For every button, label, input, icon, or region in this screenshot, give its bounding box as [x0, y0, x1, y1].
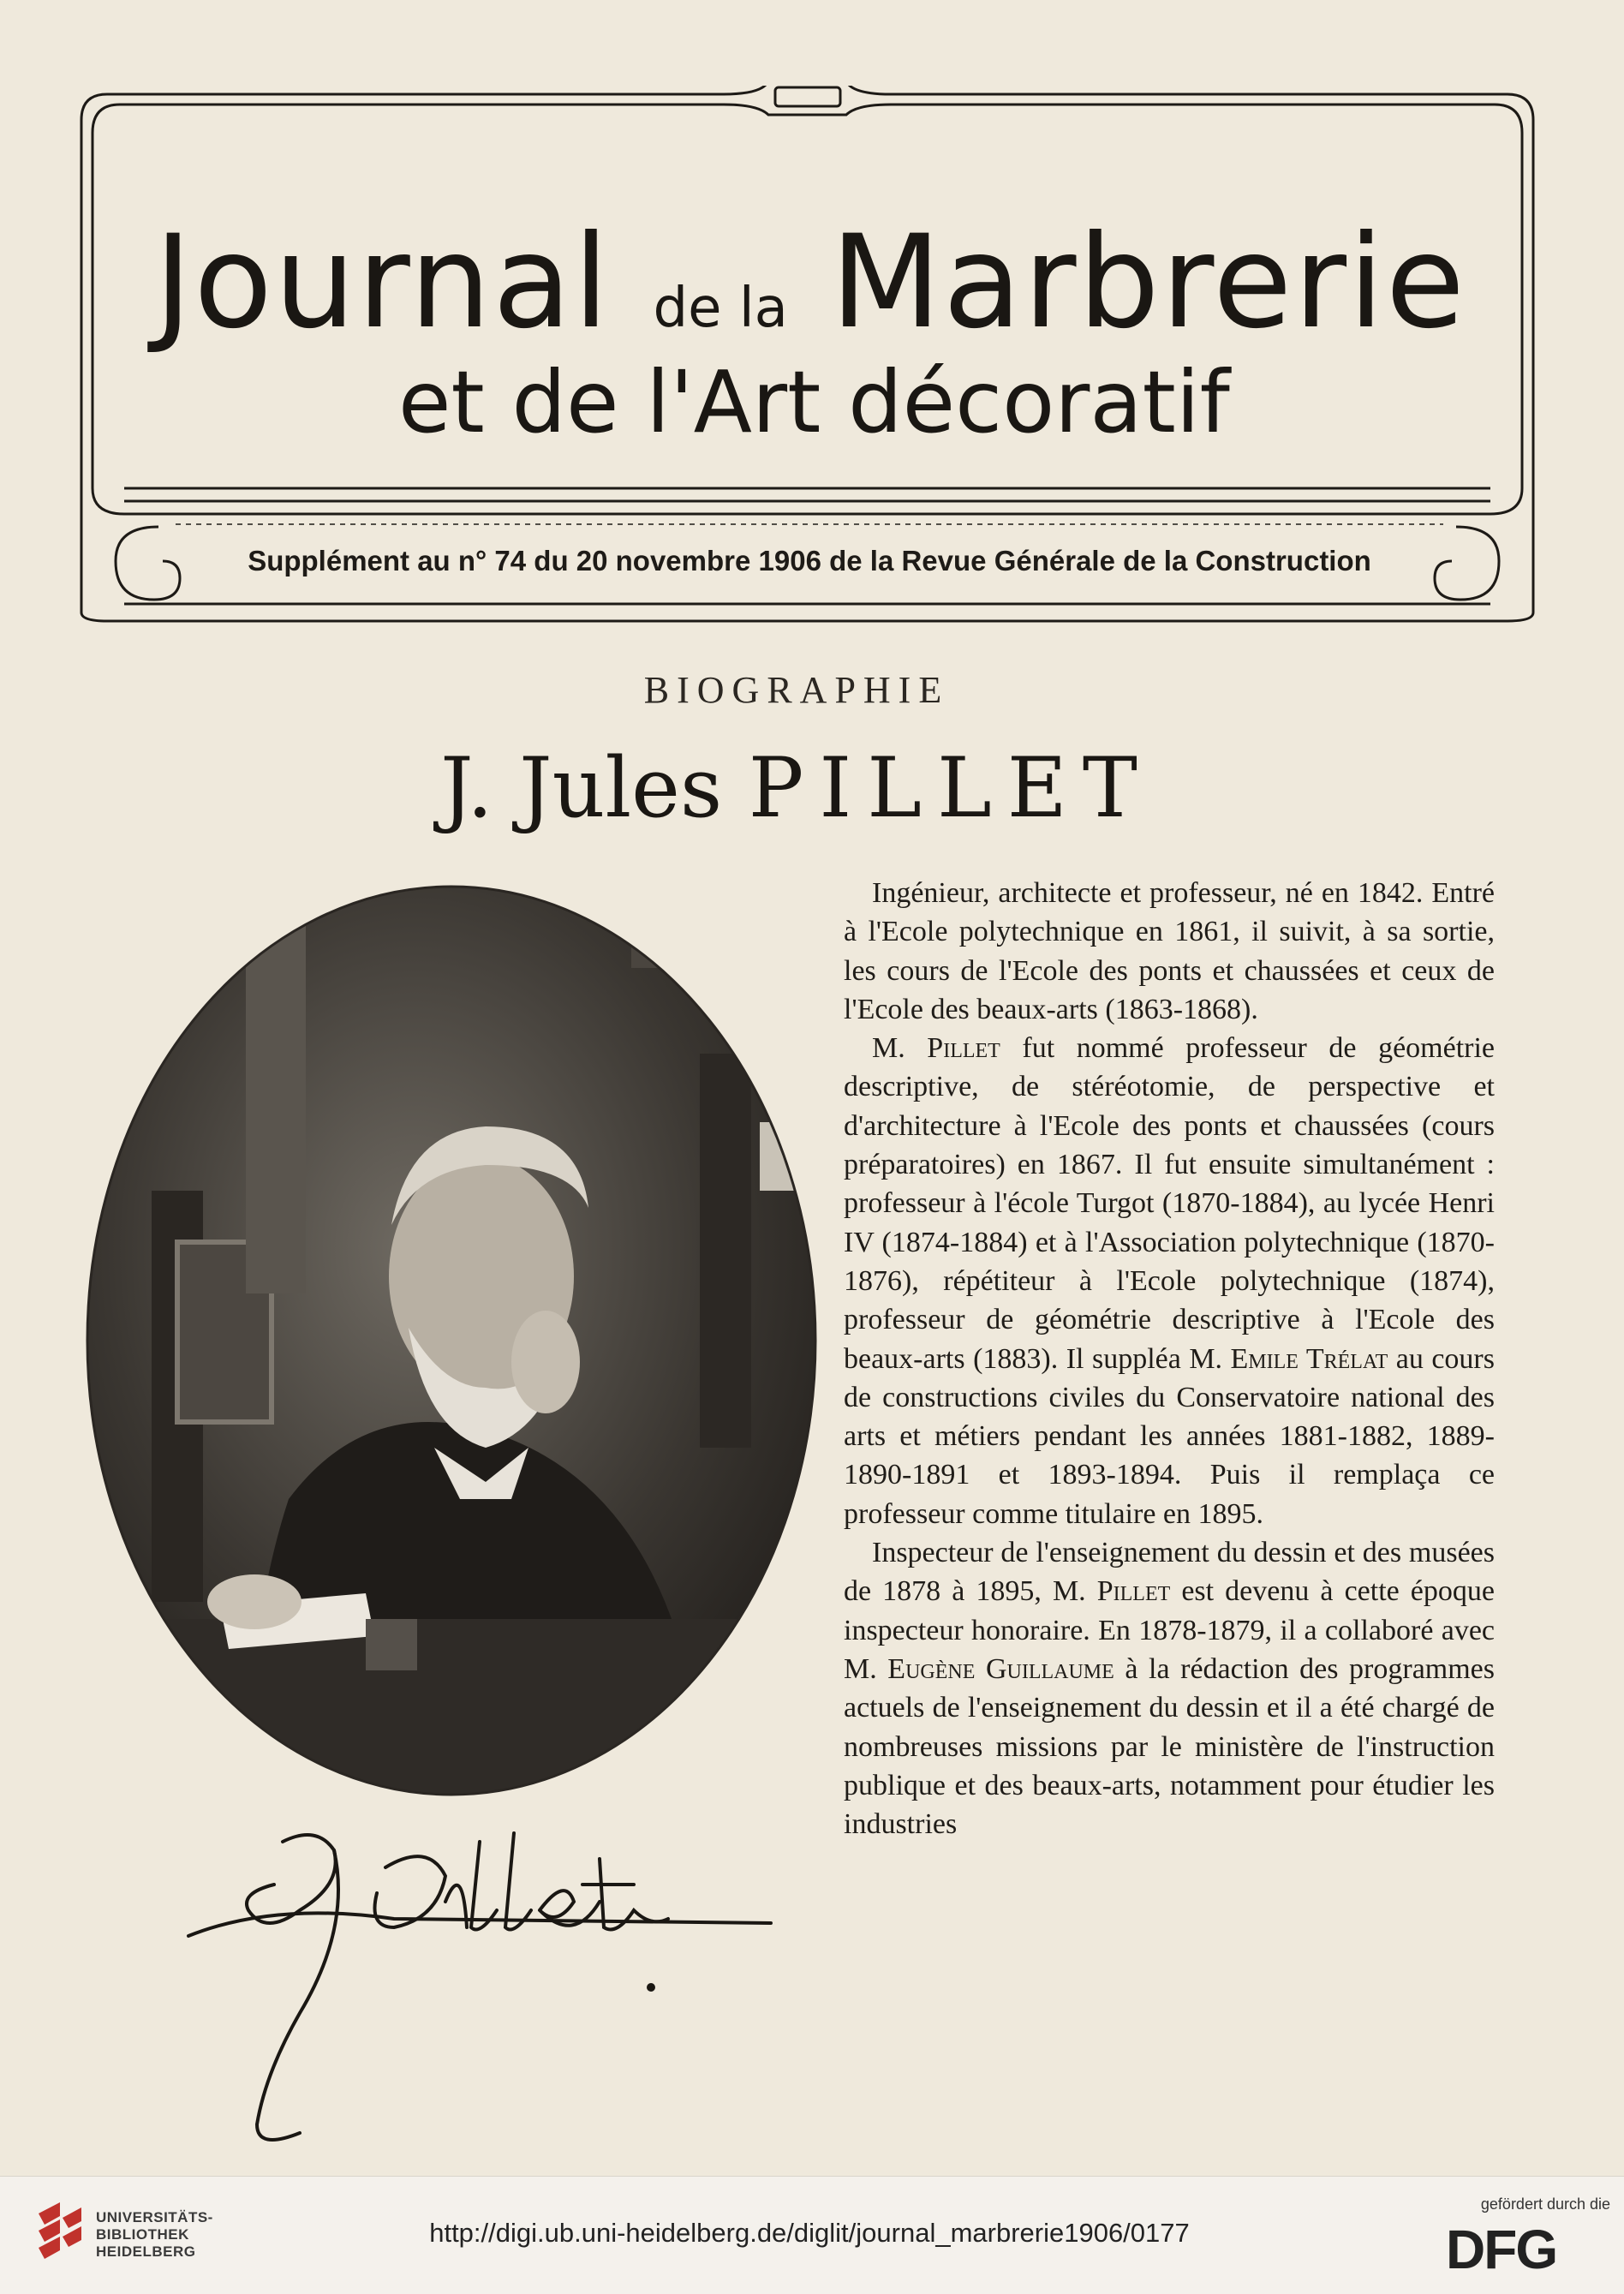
p2-name-trelat: Emile Trélat: [1230, 1342, 1388, 1375]
paragraph-3: [844, 1533, 1495, 1843]
viewer-footer: [0, 2176, 1624, 2294]
title-journal: Journal: [154, 208, 611, 357]
p2-text-c: au cours de constructions civiles du Conservatoire national des arts et métiers pendant les années 1881-1882, 1889-1890-1891 et 1893-1894. Puis il remplaça ce professeur comme titulaire en 1895.: [844, 1342, 1495, 1530]
p3-text-c: à la rédaction des programmes actuels de l'enseignement du dessin et il a été chargé de nombreuses missions par le ministère de l'instruction publique et des beaux-arts, notamment pour étudier les industries: [844, 1652, 1496, 1841]
handwritten-signature: [171, 1807, 788, 2167]
section-heading: BIOGRAPHIE: [643, 669, 950, 711]
portrait-image: [83, 882, 820, 1799]
library-logo-icon: [34, 2201, 86, 2269]
library-name: [96, 2209, 213, 2261]
permalink-url[interactable]: http://digi.ub.uni-heidelberg.de/diglit/journal_marbrerie1906/0177: [429, 2218, 1190, 2248]
paragraph-1: Ingénieur, architecte et professeur, né en 1842. Entré à l'Ecole polytechnique en 1861, il suivit, à sa sortie, les cours de l'Ecole des ponts et chaussées et ceux de l'Ecole des beaux-arts (1863-1868).: [844, 877, 1495, 1025]
surname: PILLET: [748, 740, 1153, 836]
title-marbrerie: Marbrerie: [830, 208, 1467, 357]
supplement-line: Supplément au n° 74 du 20 novembre 1906 de la Revue Générale de la Construction: [248, 545, 1371, 576]
p2-name-pillet: Pillet: [927, 1032, 1000, 1065]
journal-subtitle: et de l'Art décoratif: [398, 352, 1230, 452]
p2-text-a: M.: [872, 1032, 928, 1065]
p2-text-b: fut nommé professeur de géométrie descriptive, de stéréotomie, de perspective et d'architecture à l'Ecole des ponts et chaussées (cours préparatoires) en 1867. Il fut ensuite simultanément : professeur à l'école Turgot (1870-1884), au lycée Henri IV (1874-1884) et à l'Association polytechnique (1870-1876), répétiteur à l'Ecole polytechnique (1874), professeur de géométrie descriptive à l'Ecole des beaux-arts (1883). Il suppléa M.: [844, 1032, 1496, 1375]
person-name: [325, 737, 1268, 839]
paragraph-2: [844, 1029, 1495, 1533]
library-line-3: HEIDELBERG: [96, 2243, 196, 2260]
signature-drawing: [171, 1807, 788, 2167]
p3-text-b: est devenu à cette époque inspecteur honoraire. En 1878-1879, il a collaboré avec M.: [844, 1575, 1495, 1685]
biography-text: [844, 874, 1495, 1843]
first-names: J. Jules: [440, 740, 723, 836]
dfg-logo: DFG: [1446, 2219, 1557, 2280]
p3-text-a: Inspecteur de l'enseignement du dessin et des musées de 1878 à 1895, M.: [844, 1537, 1495, 1608]
library-line-1: UNIVERSITÄTS-: [96, 2209, 213, 2225]
title-de-la: de la: [653, 277, 788, 340]
funder-label: gefördert durch die: [1480, 2195, 1610, 2213]
masthead: [73, 86, 1542, 634]
library-line-2: BIBLIOTHEK: [96, 2226, 189, 2243]
p3-name-guillaume: Eugène Guillaume: [887, 1652, 1114, 1685]
p3-name-pillet: Pillet: [1096, 1575, 1171, 1608]
portrait-photo: [83, 882, 820, 1799]
